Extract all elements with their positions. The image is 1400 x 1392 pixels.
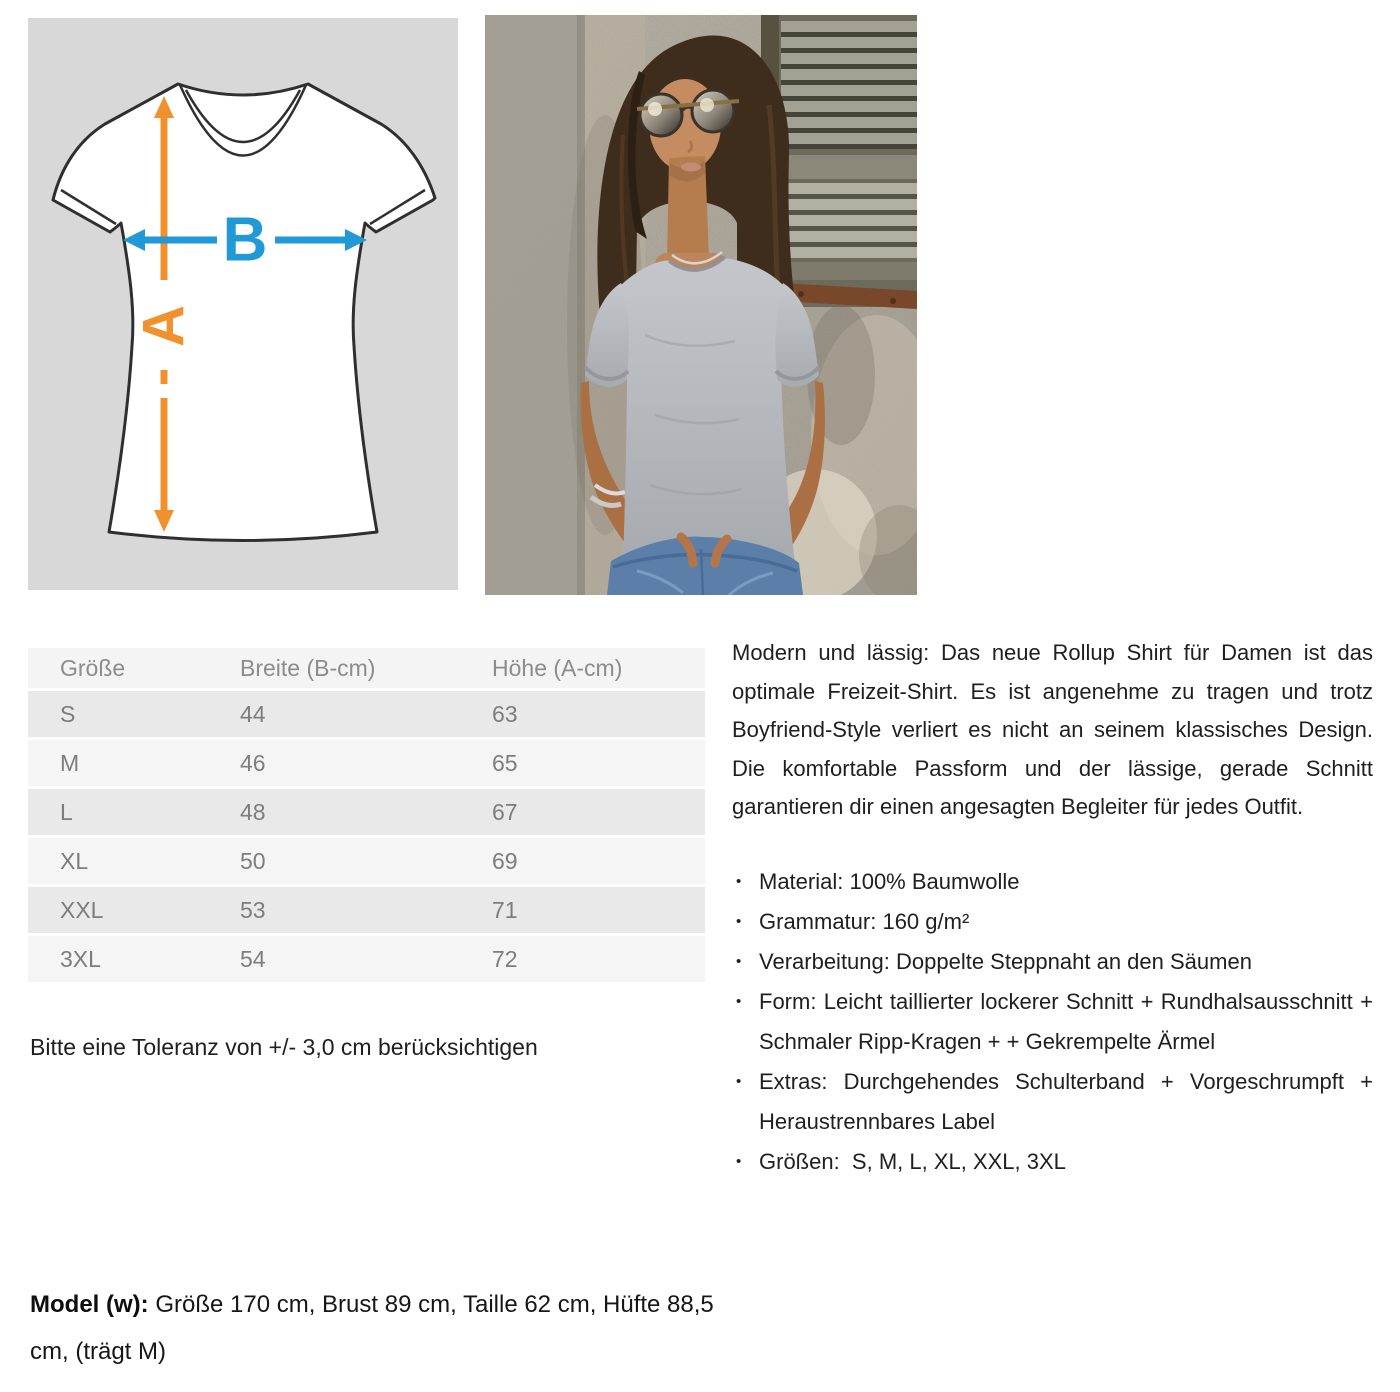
cell-height: 63	[460, 691, 705, 737]
table-row	[28, 838, 705, 884]
col-header-height: Höhe (A-cm)	[460, 648, 705, 688]
cell-height: 65	[460, 740, 705, 786]
size-table	[28, 645, 705, 985]
model-details: Größe 170 cm, Brust 89 cm, Taille 62 cm, Hüfte 88,5 cm, (trägt M)	[30, 1291, 714, 1365]
cell-size: L	[28, 789, 208, 835]
size-table-header-row	[28, 648, 705, 688]
model-photo	[485, 15, 917, 595]
table-row	[28, 740, 705, 786]
product-description	[732, 634, 1373, 1182]
tshirt-outline-drawing	[28, 18, 458, 590]
col-header-size: Größe	[28, 648, 208, 688]
spec-item-material: • Material: 100% Baumwolle	[732, 862, 1373, 902]
spec-list	[732, 862, 1373, 1182]
cell-height: 71	[460, 887, 705, 933]
cell-size: M	[28, 740, 208, 786]
cell-width: 48	[208, 789, 460, 835]
cell-width: 46	[208, 740, 460, 786]
height-label-a: A	[131, 305, 197, 347]
size-diagram	[28, 18, 458, 590]
table-row	[28, 887, 705, 933]
cell-size: 3XL	[28, 936, 208, 982]
cell-height: 67	[460, 789, 705, 835]
model-photo-illustration	[485, 15, 917, 595]
tolerance-note: Bitte eine Toleranz von +/- 3,0 cm berücksichtigen	[30, 1034, 538, 1060]
cell-width: 50	[208, 838, 460, 884]
cell-width: 53	[208, 887, 460, 933]
spec-item-grammatur: • Grammatur: 160 g/m²	[732, 902, 1373, 942]
col-header-width: Breite (B-cm)	[208, 648, 460, 688]
tshirt-body-outline	[53, 84, 435, 541]
spec-item-extras: • Extras: Durchgehendes Schulterband + Vorgeschrumpft + Heraustrennbares Label	[732, 1062, 1373, 1142]
cell-size: XXL	[28, 887, 208, 933]
model-measurements	[30, 1281, 735, 1375]
cell-width: 44	[208, 691, 460, 737]
spec-item-form: • Form: Leicht taillierter lockerer Schnitt + Rundhalsausschnitt + Schmaler Ripp-Kragen + + Gekrempelte Ärmel	[732, 982, 1373, 1062]
table-row	[28, 936, 705, 982]
cell-size: XL	[28, 838, 208, 884]
cell-height: 69	[460, 838, 705, 884]
width-label-b: B	[222, 205, 268, 275]
spec-item-groessen: • Größen: S, M, L, XL, XXL, 3XL	[732, 1142, 1373, 1182]
cell-width: 54	[208, 936, 460, 982]
cell-size: S	[28, 691, 208, 737]
model-label: Model (w):	[30, 1291, 149, 1318]
cell-height: 72	[460, 936, 705, 982]
table-row	[28, 691, 705, 737]
description-paragraph: Modern und lässig: Das neue Rollup Shirt für Damen ist das optimale Freizeit-Shirt. Es ist angenehme zu tragen und trotz Boyfriend-Style verliert es nicht an seinem klassisches Design. Die komfortable Passform und der lässige, gerade Schnitt garantieren dir einen angesagten Begleiter für jedes Outfit.	[732, 640, 1373, 819]
spec-item-verarbeitung: • Verarbeitung: Doppelte Steppnaht an den Säumen	[732, 942, 1373, 982]
table-row	[28, 789, 705, 835]
